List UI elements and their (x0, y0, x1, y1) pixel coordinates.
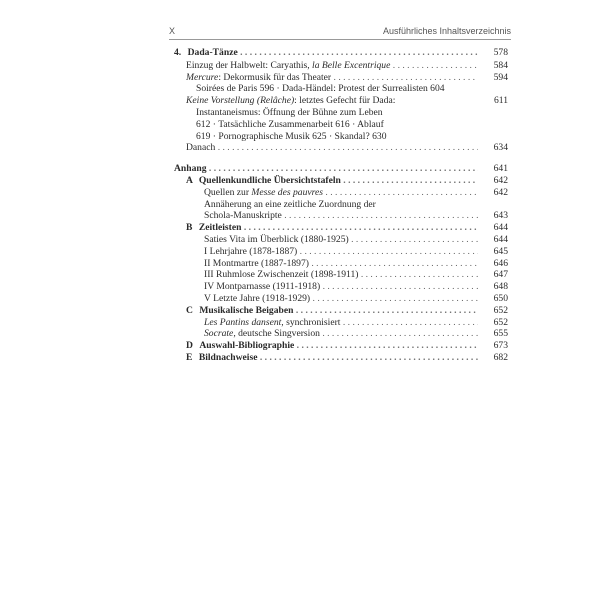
entry-page: 648 (493, 281, 508, 292)
entry-title: Anhang (174, 163, 207, 174)
entry-title: Annäherung an eine zeitliche Zuordnung der (204, 199, 376, 210)
toc-entry-pantins[interactable] (174, 317, 508, 329)
entry-title: Quellenkundliche Übersichtstafeln (198, 175, 341, 186)
toc-entry-halbwelt[interactable] (174, 60, 508, 72)
entry-page: 650 (493, 293, 508, 304)
entry-title-italic: Socrate (204, 328, 234, 339)
toc-entry-socrate[interactable] (174, 328, 508, 340)
entry-page: 652 (493, 317, 508, 328)
entry-letter: D (186, 340, 193, 351)
entry-letter: C (186, 305, 193, 316)
entry-page: 641 (493, 163, 508, 174)
toc-entry-vita[interactable] (174, 234, 508, 246)
entry-page: 642 (493, 187, 508, 198)
toc-entry-montparnasse[interactable] (174, 281, 508, 293)
toc-subentries-soirees (174, 83, 508, 95)
toc-entry-mercure[interactable] (174, 72, 508, 84)
entry-number: 4. (174, 47, 182, 58)
toc-entry-zeitleisten[interactable] (174, 222, 508, 234)
entry-title: 619 · Pornographische Musik 625 · Skandal? 630 (196, 131, 387, 142)
entry-title: Saties Vita im Überblick (1880-1925) (204, 234, 349, 245)
toc-entry-beigaben[interactable] (174, 305, 508, 317)
toc-entry-messe[interactable] (174, 187, 508, 199)
entry-page: 584 (493, 60, 508, 71)
entry-title: Schola-Manuskripte (204, 210, 282, 221)
entry-title: 612 · Tatsächliche Zusammenarbeit 616 · Ablauf (196, 119, 384, 130)
entry-title-italic: Keine Vorstellung (Relâche) (186, 95, 295, 106)
entry-title: Instantaneismus: Öffnung der Bühne zum Leben (196, 107, 383, 118)
entry-title: Quellen zur (204, 187, 252, 198)
entry-title: , synchronisiert (281, 317, 341, 328)
entry-title: Zeitleisten (198, 222, 242, 233)
toc-entry-anhang[interactable] (174, 163, 508, 175)
toc-entry-dada-taenze[interactable] (174, 47, 508, 59)
toc-entry-lehrjahre[interactable] (174, 246, 508, 258)
toc-entry-bibliographie[interactable] (174, 340, 508, 352)
entry-title-italic: la Belle Excentrique (312, 60, 391, 71)
entry-title: Auswahl-Bibliographie (199, 340, 295, 351)
entry-page: 682 (493, 352, 508, 363)
running-title: Ausführliches Inhaltsverzeichnis (382, 26, 511, 36)
entry-title: Danach (186, 142, 216, 153)
toc-entry-zwischenzeit[interactable] (174, 269, 508, 281)
entry-page: 594 (493, 72, 508, 83)
entry-page: 645 (493, 246, 508, 257)
toc-entry-montmartre[interactable] (174, 258, 508, 270)
entry-title: I Lehrjahre (1878-1887) (204, 246, 298, 257)
entry-title-italic: Mercure (186, 72, 219, 83)
entry-page: 644 (493, 234, 508, 245)
entry-title-italic: Les Pantins dansent (204, 317, 282, 328)
entry-page: 644 (493, 222, 508, 233)
toc-entry-schola[interactable] (174, 210, 508, 222)
entry-title: V Letzte Jahre (1918-1929) (204, 293, 311, 304)
entry-letter: E (186, 352, 193, 363)
entry-title: Musikalische Beigaben (199, 305, 294, 316)
entry-title: : Dekormusik für das Theater (218, 72, 332, 83)
entry-page: 611 (493, 95, 508, 106)
entry-title: IV Montparnasse (1911-1918) (204, 281, 321, 292)
entry-title: Einzug der Halbwelt: Caryathis, (186, 60, 313, 71)
toc-entry-danach[interactable] (174, 142, 508, 154)
entry-title: , deutsche Singversion (233, 328, 320, 339)
entry-page: 652 (493, 305, 508, 316)
entry-page: 642 (493, 175, 508, 186)
entry-page: 646 (493, 258, 508, 269)
entry-page: 643 (493, 210, 508, 221)
entry-page: 634 (493, 142, 508, 153)
entry-title: Dada-Tänze (187, 47, 238, 58)
page-number: X (169, 26, 176, 36)
toc-subentries-relache-3 (174, 131, 508, 143)
toc-subentries-relache-2 (174, 119, 508, 131)
toc-entry-letzte-jahre[interactable] (174, 293, 508, 305)
toc-subentries-relache-1 (174, 107, 508, 119)
entry-letter: B (186, 222, 193, 233)
entry-title: Soirées de Paris 596 · Dada-Händel: Protest der Surrealisten 604 (196, 83, 445, 94)
running-header (169, 25, 511, 40)
entry-letter: A (186, 175, 193, 186)
entry-page: 655 (493, 328, 508, 339)
entry-title: : letztes Gefecht für Dada: (294, 95, 396, 106)
entry-title-italic: Messe des pauvres (251, 187, 324, 198)
entry-page: 578 (493, 47, 508, 58)
entry-page: 647 (493, 269, 508, 280)
entry-title: III Ruhmlose Zwischenzeit (1898-1911) (204, 269, 359, 280)
toc-entry-annaeherung (174, 199, 508, 211)
entry-title: II Montmartre (1887-1897) (204, 258, 309, 269)
toc-entry-quellen-tafeln[interactable] (174, 175, 508, 187)
entry-title: Bildnachweise (198, 352, 258, 363)
toc-entry-bildnachweise[interactable] (174, 352, 508, 364)
toc-entry-relache[interactable] (174, 95, 508, 107)
entry-page: 673 (493, 340, 508, 351)
